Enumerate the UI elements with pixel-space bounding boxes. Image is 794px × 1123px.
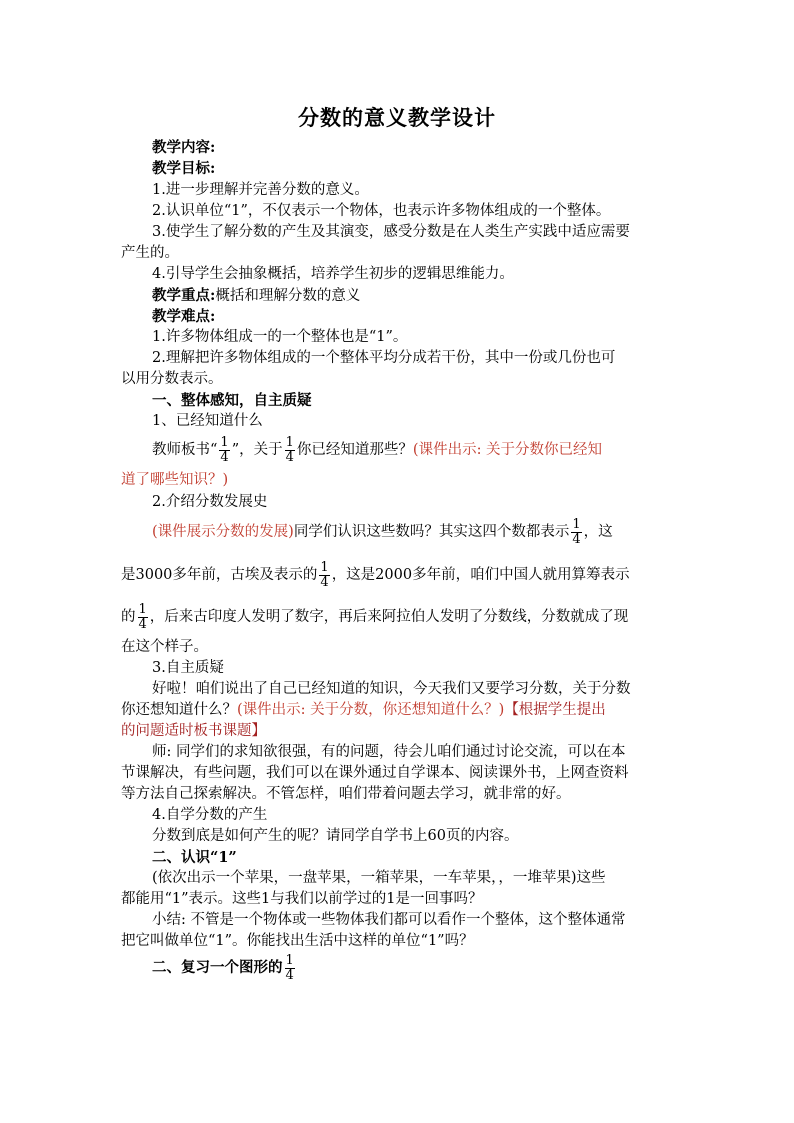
difficult-item: 1.许多物体组成一的一个整体也是“1”。 <box>152 329 408 345</box>
key-label: 教学重点: <box>152 287 216 304</box>
difficult-item: 以用分数表示。 <box>121 371 223 387</box>
fraction <box>138 603 148 632</box>
text: 教师板书“ <box>152 442 218 458</box>
paragraph: 等方法自己探索解决。不管怎样，咱们带着问题去学习，就非常的好。 <box>121 786 571 802</box>
paragraph: 好啦！咱们说出了自己已经知道的知识，今天我们又要学习分数，关于分数 <box>152 681 631 697</box>
text: ，这是2000多年前，咱们中国人就用算筹表示 <box>331 567 630 583</box>
goal-item: 产生的。 <box>121 245 179 261</box>
numerator: 1 <box>285 434 294 450</box>
goal-item: 2.认识单位“1”，不仅表示一个物体，也表示许多物体组成的一个整体。 <box>152 203 611 219</box>
goals-label: 教学目标: <box>152 160 216 177</box>
denominator: 4 <box>285 967 294 983</box>
subsection-title: 4.自学分数的产生 <box>152 807 268 823</box>
key-point <box>152 285 360 307</box>
text: 二、复习一个图形的 <box>152 959 283 976</box>
text: 你已经知道那些？ <box>296 442 413 458</box>
red-note: (课件出示: 关于分数，你还想知道什么？) <box>237 702 505 718</box>
red-note: 【根据学生提出 <box>504 702 606 718</box>
numerator: 1 <box>285 952 294 968</box>
goal-item: 1.进一步理解并完善分数的意义。 <box>152 182 369 198</box>
text: 同学们认识这些数吗？其实这四个数都表示 <box>293 524 570 540</box>
red-note: 的问题适时板书课题】 <box>121 723 266 739</box>
text: ，这 <box>583 524 613 540</box>
denominator: 4 <box>572 531 581 547</box>
denominator: 4 <box>320 574 329 590</box>
text: 是3000多年前，古埃及表示的 <box>121 567 318 583</box>
red-note: 道了哪些知识？) <box>121 472 229 488</box>
paragraph: 把它叫做单位“1”。你能找出生活中这样的单位“1”吗？ <box>121 933 474 949</box>
goal-item: 4.引导学生会抽象概括，培养学生初步的逻辑思维能力。 <box>152 266 514 282</box>
subsection-title: 3.自主质疑 <box>152 660 224 676</box>
numerator: 1 <box>320 559 329 575</box>
fraction <box>319 561 329 590</box>
paragraph: 在这个样子。 <box>121 639 208 655</box>
denominator: 4 <box>138 616 147 632</box>
content-label: 教学内容: <box>152 139 216 156</box>
text: 你还想知道什么？ <box>121 702 237 718</box>
fraction <box>219 436 229 465</box>
fraction <box>285 954 295 983</box>
paragraph: 节课解决，有些问题，我们可以在课外通过自学课本、阅读课外书，上网查资料 <box>121 765 629 781</box>
goal-item: 3.使学生了解分数的产生及其演变，感受分数是在人类生产实践中适应需要 <box>152 224 630 240</box>
section-heading: 一、整体感知，自主质疑 <box>152 392 312 409</box>
paragraph: 小结: 不管是一个物体或一些物体我们都可以看作一个整体，这个整体通常 <box>152 912 626 928</box>
paragraph <box>121 557 630 593</box>
page-title: 分数的意义教学设计 <box>298 105 496 130</box>
paragraph <box>121 599 628 635</box>
key-text: 概括和理解分数的意义 <box>215 288 361 304</box>
text: 的 <box>121 609 136 625</box>
text: ，后来古印度人发明了数字，再后来阿拉伯人发明了分数线，分数就成了现 <box>149 609 629 625</box>
difficult-label: 教学难点: <box>152 308 216 325</box>
red-note: (课件出示: 关于分数你已经知 <box>412 442 603 458</box>
denominator: 4 <box>220 449 229 465</box>
numerator: 1 <box>138 601 147 617</box>
red-note: (课件展示分数的发展) <box>152 524 294 540</box>
paragraph: 师: 同学们的求知欲很强，有的问题，待会儿咱们通过讨论交流，可以在本 <box>152 744 626 760</box>
fraction <box>571 518 581 547</box>
difficult-item: 2.理解把许多物体组成的一个整体平均分成若干份，其中一份或几份也可 <box>152 350 616 366</box>
text: ”，关于 <box>231 442 283 458</box>
subsection-title: 1、已经知道什么 <box>152 413 263 429</box>
section-heading <box>152 950 297 986</box>
numerator: 1 <box>220 434 229 450</box>
subsection-title: 2.介绍分数发展史 <box>152 494 268 510</box>
paragraph <box>152 432 602 468</box>
paragraph <box>121 700 606 721</box>
denominator: 4 <box>285 449 294 465</box>
fraction <box>285 436 295 465</box>
paragraph <box>152 514 613 550</box>
section-heading: 二、认识“1” <box>152 849 237 866</box>
paragraph: 分数到底是如何产生的呢？请同学自学书上60页的内容。 <box>152 828 519 844</box>
numerator: 1 <box>572 516 581 532</box>
paragraph: (依次出示一个苹果，一盘苹果，一箱苹果，一车苹果，，一堆苹果)这些 <box>152 870 606 886</box>
paragraph: 都能用“1”表示。这些1与我们以前学过的1是一回事吗？ <box>121 891 483 907</box>
